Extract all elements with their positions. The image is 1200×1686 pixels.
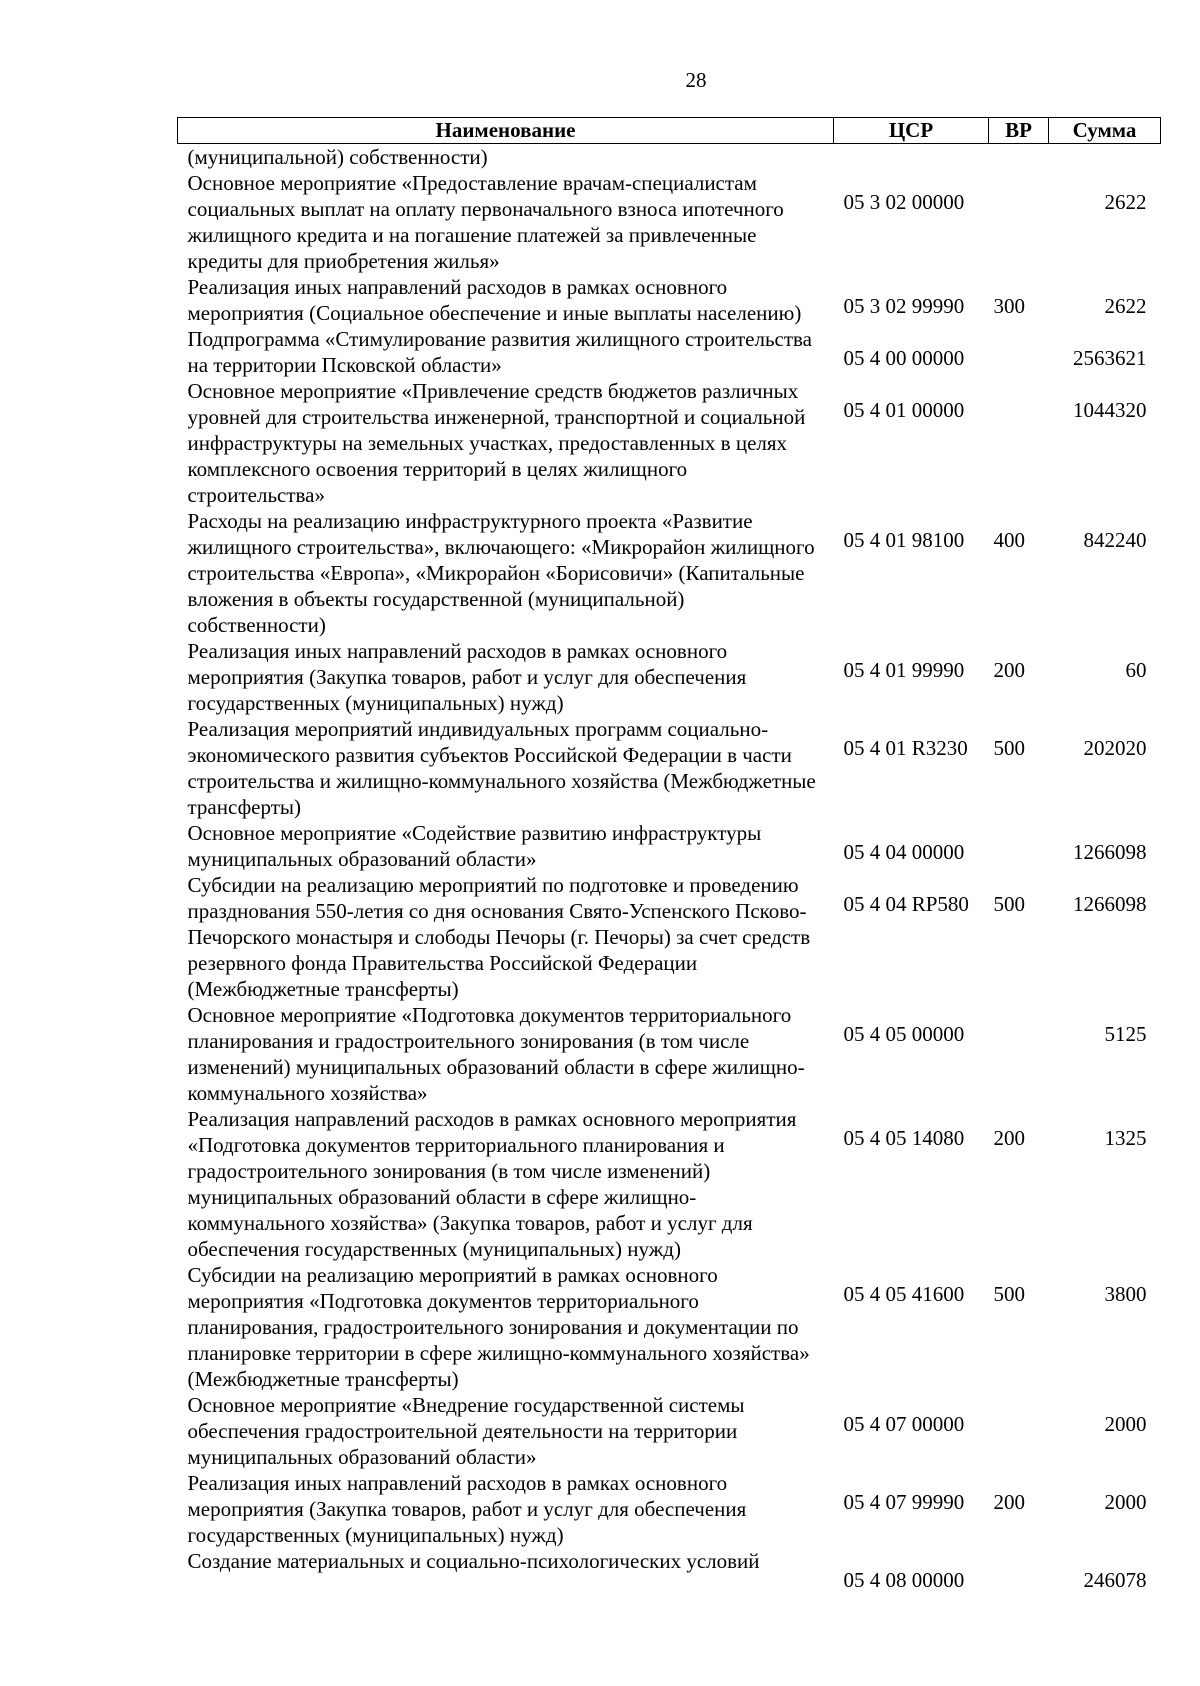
table-row (178, 1262, 1161, 1392)
row-sum-cell (1049, 144, 1161, 171)
row-vr-cell (989, 378, 1049, 508)
row-vr-cell (989, 1002, 1049, 1106)
table-row (178, 274, 1161, 326)
row-sum-cell: 2622 (1104, 190, 1147, 214)
header-vr: ВР (989, 118, 1049, 144)
row-vr-cell: 500 (993, 892, 1025, 916)
row-name-cell: Основное мероприятие «Содействие развитию инфраструктуры муниципальных образований области» (187, 821, 762, 871)
table-row (178, 170, 1161, 274)
row-vr-cell (989, 820, 1049, 872)
row-sum-cell: 2622 (1104, 294, 1147, 318)
table-header-row (178, 118, 1161, 144)
header-csr: ЦСР (834, 118, 989, 144)
table-row (178, 1392, 1161, 1470)
row-vr-cell (989, 1548, 1049, 1593)
row-vr-cell (989, 144, 1049, 171)
row-csr-cell: 05 4 01 99990 (843, 658, 965, 682)
row-vr-cell: 400 (993, 528, 1025, 552)
row-name-cell: Реализация иных направлений расходов в рамках основного мероприятия (Закупка товаров, работ и услуг для обеспечения государственных (муниципальных) нужд) (187, 1471, 747, 1547)
table-row (178, 1470, 1161, 1548)
row-sum-cell: 842240 (1083, 528, 1147, 552)
table-row (178, 1002, 1161, 1106)
table-row (178, 326, 1161, 378)
row-name-cell: Субсидии на реализацию мероприятий по подготовке и проведению празднования 550-летия со дня основания Свято-Успенского Псково-Печорского монастыря и слободы Печоры (г. Печоры) за счет средств резервного фонда Правительства Российской Федерации (Межбюджетные трансферты) (187, 873, 811, 1001)
row-vr-cell (989, 326, 1049, 378)
row-csr-cell: 05 4 05 41600 (843, 1282, 965, 1306)
row-sum-cell: 1266098 (1073, 840, 1147, 864)
row-vr-cell: 500 (993, 736, 1025, 760)
row-sum-cell: 1325 (1104, 1126, 1147, 1150)
page-number: 28 (685, 68, 707, 92)
row-vr-cell (989, 170, 1049, 274)
row-csr-cell: 05 4 07 99990 (843, 1490, 965, 1514)
row-sum-cell: 5125 (1104, 1022, 1147, 1046)
header-sum: Сумма (1049, 118, 1161, 144)
table-row (178, 872, 1161, 1002)
row-sum-cell: 3800 (1104, 1282, 1147, 1306)
row-sum-cell: 2563621 (1073, 346, 1147, 370)
row-csr-cell: 05 4 07 00000 (843, 1412, 965, 1436)
table-row (178, 144, 1161, 171)
table-row (178, 638, 1161, 716)
table-body (178, 144, 1161, 1594)
table-row (178, 1548, 1161, 1593)
table-row (178, 820, 1161, 872)
row-csr-cell: 05 4 05 00000 (843, 1022, 965, 1046)
row-csr-cell: 05 4 00 00000 (843, 346, 965, 370)
row-csr-cell: 05 4 08 00000 (843, 1568, 965, 1592)
row-name-cell: Основное мероприятие «Предоставление врачам-специалистам социальных выплат на оплату первоначального взноса ипотечного жилищного кредита и на погашение платежей за привлеченные кредиты для приобретения жилья» (187, 171, 784, 273)
row-name-cell: (муниципальной) собственности) (187, 145, 488, 169)
header-name: Наименование (178, 118, 834, 144)
row-vr-cell: 500 (993, 1282, 1025, 1306)
row-sum-cell: 2000 (1104, 1490, 1147, 1514)
row-vr-cell: 300 (993, 294, 1025, 318)
row-vr-cell: 200 (993, 1490, 1025, 1514)
row-csr-cell (834, 144, 989, 171)
row-sum-cell: 202020 (1083, 736, 1147, 760)
row-name-cell: Реализация иных направлений расходов в рамках основного мероприятия (Социальное обеспечение и иные выплаты населению) (187, 275, 802, 325)
row-sum-cell: 1266098 (1073, 892, 1147, 916)
row-csr-cell: 05 4 04 RP580 (843, 892, 969, 916)
row-csr-cell: 05 4 01 00000 (843, 398, 965, 422)
row-vr-cell (989, 1392, 1049, 1470)
row-csr-cell: 05 4 05 14080 (843, 1126, 965, 1150)
row-csr-cell: 05 4 01 98100 (843, 528, 965, 552)
row-vr-cell: 200 (993, 1126, 1025, 1150)
row-csr-cell: 05 3 02 99990 (843, 294, 965, 318)
table-row (178, 378, 1161, 508)
table-row (178, 716, 1161, 820)
row-name-cell: Создание материальных и социально-психологических условий (187, 1549, 760, 1573)
row-vr-cell: 200 (993, 658, 1025, 682)
row-name-cell: Субсидии на реализацию мероприятий в рамках основного мероприятия «Подготовка документов территориального планирования, градостроительного зонирования и документации по планировке территории в сфере жилищно-коммунального хозяйства» (Межбюджетные трансферты) (187, 1263, 810, 1391)
row-sum-cell: 60 (1125, 658, 1147, 682)
row-csr-cell: 05 4 01 R3230 (843, 736, 968, 760)
row-name-cell: Расходы на реализацию инфраструктурного проекта «Развитие жилищного строительства», включающего: «Микрорайон жилищного строительства «Европа», «Микрорайон «Борисовичи» (Капитальные вложения в объекты государственной (муниципальной) собственности) (187, 509, 815, 637)
row-sum-cell: 1044320 (1073, 398, 1147, 422)
row-csr-cell: 05 4 04 00000 (843, 840, 965, 864)
table-row (178, 508, 1161, 638)
row-sum-cell: 2000 (1104, 1412, 1147, 1436)
row-name-cell: Реализация направлений расходов в рамках основного мероприятия «Подготовка документов территориального планирования и градостроительного зонирования (в том числе изменений) муниципальных образований области в сфере жилищно-коммунального хозяйства» (Закупка товаров, работ и услуг для обеспечения государственных (муниципальных) нужд) (187, 1107, 797, 1261)
table-row (178, 1106, 1161, 1262)
budget-table (177, 117, 1161, 1593)
row-name-cell: Основное мероприятие «Внедрение государственной системы обеспечения градостроительной деятельности на территории муниципальных образований области» (187, 1393, 745, 1469)
row-name-cell: Подпрограмма «Стимулирование развития жилищного строительства на территории Псковской области» (187, 327, 812, 377)
row-name-cell: Реализация иных направлений расходов в рамках основного мероприятия (Закупка товаров, работ и услуг для обеспечения государственных (муниципальных) нужд) (187, 639, 747, 715)
row-csr-cell: 05 3 02 00000 (843, 190, 965, 214)
row-sum-cell: 246078 (1083, 1568, 1147, 1592)
row-name-cell: Основное мероприятие «Привлечение средств бюджетов различных уровней для строительства инженерной, транспортной и социальной инфраструктуры на земельных участках, предоставленных в целях комплексного освоения территорий в целях жилищного строительства» (187, 379, 806, 507)
row-name-cell: Основное мероприятие «Подготовка документов территориального планирования и градостроительного зонирования (в том числе изменений) муниципальных образований области в сфере жилищно-коммунального хозяйства» (187, 1003, 805, 1105)
row-name-cell: Реализация мероприятий индивидуальных программ социально-экономического развития субъектов Российской Федерации в части строительства и жилищно-коммунального хозяйства (Межбюджетные трансферты) (187, 717, 816, 819)
